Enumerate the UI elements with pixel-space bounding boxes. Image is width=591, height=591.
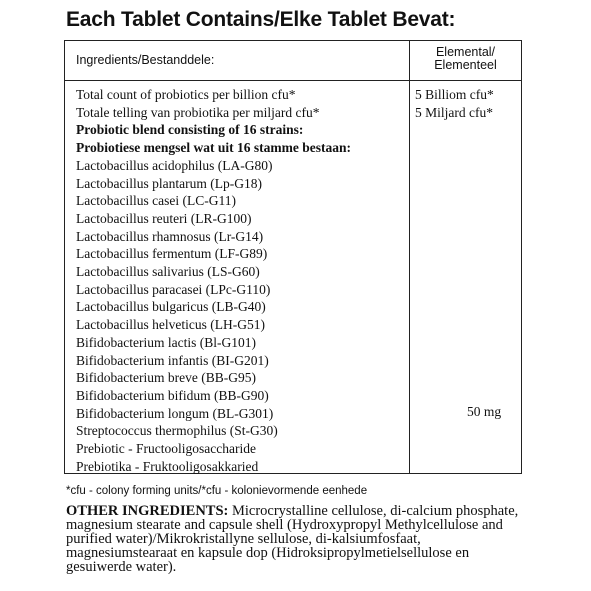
ingredient-row: Bifidobacterium breve (BB-G95) [76, 370, 256, 386]
ingredient-row: Total count of probiotics per billion cfu* [76, 87, 296, 102]
ingredients-column-header: Ingredients/Bestanddele: [76, 53, 215, 67]
ingredient-row: Probiotiese mengsel wat uit 16 stamme bestaan: [76, 140, 351, 156]
elemental-header-line2: Elementeel [434, 58, 497, 72]
ingredient-row: Probiotic blend consisting of 16 strains: [76, 122, 304, 138]
cfu-footnote: *cfu - colony forming units/*cfu - kolonievormende eenhede [66, 485, 368, 497]
ingredient-row: Lactobacillus bulgaricus (LB-G40) [76, 299, 266, 315]
ingredient-row: Bifidobacterium lactis (Bl-G101) [76, 334, 256, 350]
ingredient-row: Lactobacillus helveticus (LH-G51) [76, 317, 265, 333]
ingredient-row: Totale telling van probiotika per miljard cfu* [76, 104, 320, 120]
ingredient-row: Lactobacillus rhamnosus (Lr-G14) [76, 228, 264, 244]
ingredient-row: Lactobacillus plantarum (Lp-G18) [76, 175, 262, 191]
other-ingredients-label: OTHER INGREDIENTS: [66, 503, 229, 519]
label-title: Each Tablet Contains/Elke Tablet Bevat: [66, 8, 456, 31]
column-divider [409, 41, 410, 473]
ingredient-row: Bifidobacterium longum (BL-G301) [76, 405, 274, 421]
ingredient-row: Lactobacillus casei (LC-G11) [76, 193, 236, 209]
ingredient-row: Bifidobacterium bifidum (BB-G90) [76, 387, 269, 403]
ingredient-row: Lactobacillus reuteri (LR-G100) [76, 210, 252, 226]
ingredient-row: Streptococcus thermophilus (St-G30) [76, 423, 278, 439]
ingredient-row: Lactobacillus salivarius (LS-G60) [76, 264, 260, 280]
ingredient-list [76, 86, 351, 475]
header-divider [65, 80, 521, 81]
ingredient-row: Prebiotika - Fruktooligosakkaried [76, 458, 259, 474]
other-ingredients-text: Microcrystalline cellulose, di-calcium phosphate, magnesium stearate and capsule shell (Hydroxypropyl Methylcellulose and purified water)/Mikrokristallyne sellulose, di-kalsiumfosfaat, magnesiumstearaat en kapsule dop (Hidroksipropylmetielsellulose en gesuiwerde water). [66, 503, 519, 575]
elemental-header-line1: Elemental/ [435, 45, 496, 59]
ingredient-row: Lactobacillus paracasei (LPc-G110) [76, 281, 271, 297]
ingredients-table [64, 40, 522, 474]
ingredient-row: Lactobacillus fermentum (LF-G89) [76, 246, 268, 262]
amount-miljard-cfu: 5 Miljard cfu* [415, 104, 493, 120]
ingredient-row: Lactobacillus acidophilus (LA-G80) [76, 157, 273, 173]
amount-list [415, 86, 494, 121]
amount-blend-mg: 50 mg [467, 404, 502, 419]
other-ingredients [66, 504, 534, 574]
elemental-column-header [410, 46, 521, 72]
amount-billion-cfu: 5 Billiom cfu* [415, 87, 494, 102]
ingredient-row: Bifidobacterium infantis (BI-G201) [76, 352, 269, 368]
ingredient-row: Prebiotic - Fructooligosaccharide [76, 441, 256, 457]
